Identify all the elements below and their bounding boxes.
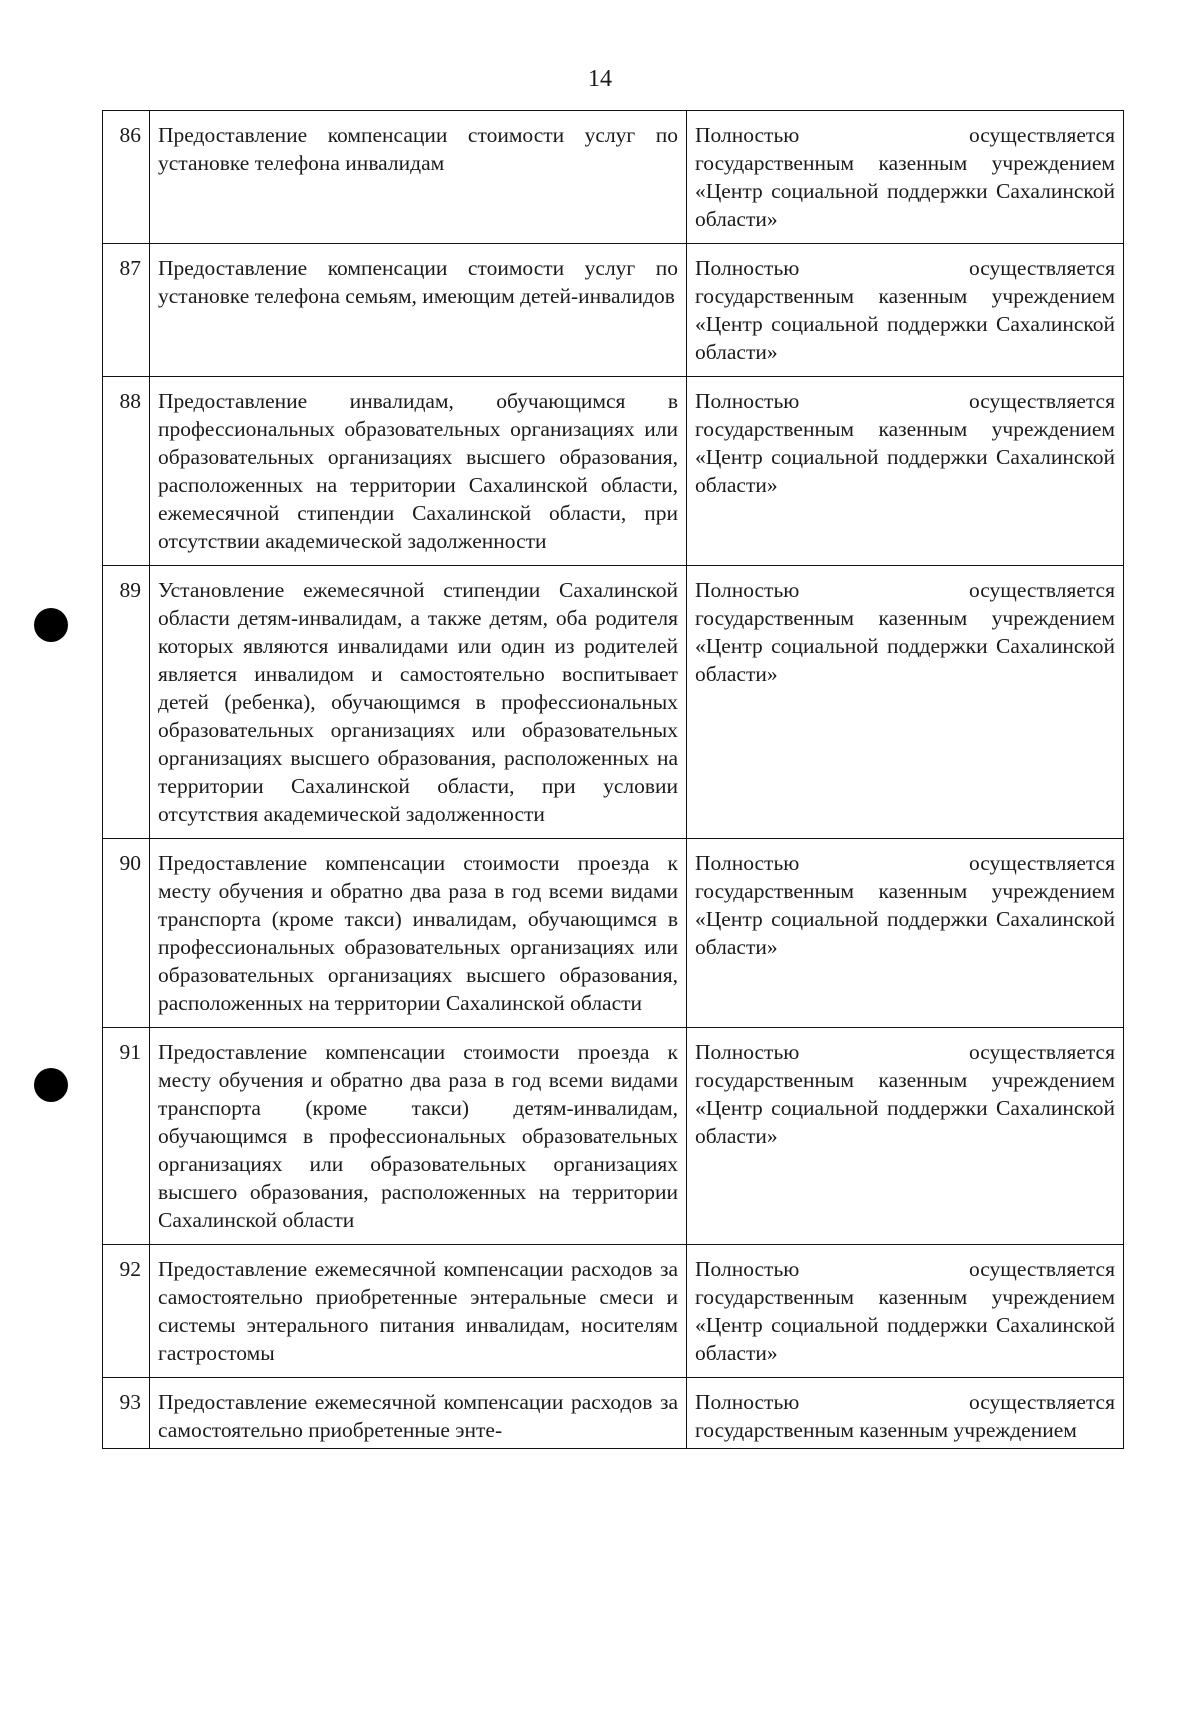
- row-number: 90: [103, 839, 150, 1028]
- row-number: 89: [103, 566, 150, 839]
- table-row: [103, 111, 1124, 244]
- service-description: Предоставление компенсации стоимости проезда к месту обучения и обратно два раза в год всеми видами транспорта (кроме такси) детям-инвалидам, обучающимся в профессиональных образовательных организациях или образовательных организациях высшего образования, расположенных на территории Сахалинской области: [150, 1028, 687, 1245]
- service-description: Предоставление компенсации стоимости услуг по установке телефона семьям, имеющим детей-инвалидов: [150, 244, 687, 377]
- row-number: 87: [103, 244, 150, 377]
- responsible-body: Полностью осуществляется государственным казенным учреждением «Центр социальной поддержки Сахалинской области»: [687, 111, 1124, 244]
- table-row: [103, 839, 1124, 1028]
- service-description: Предоставление инвалидам, обучающимся в профессиональных образовательных организациях или образовательных организациях высшего образования, расположенных на территории Сахалинской области, ежемесячной стипендии Сахалинской области, при отсутствии академической задолженности: [150, 377, 687, 566]
- table-row: [103, 1245, 1124, 1378]
- service-description: Установление ежемесячной стипендии Сахалинской области детям-инвалидам, а также детям, оба родителя которых являются инвалидами или один из родителей является инвалидом и самостоятельно воспитывает детей (ребенка), обучающимся в профессиональных образовательных организациях или образовательных организациях высшего образования, расположенных на территории Сахалинской области, при условии отсутствия академической задолженности: [150, 566, 687, 839]
- service-description: Предоставление ежемесячной компенсации расходов за самостоятельно приобретенные энте-: [150, 1378, 687, 1449]
- punch-hole: [34, 608, 68, 642]
- row-number: 93: [103, 1378, 150, 1449]
- row-number: 86: [103, 111, 150, 244]
- responsible-body: Полностью осуществляется государственным казенным учреждением «Центр социальной поддержки Сахалинской области»: [687, 244, 1124, 377]
- responsible-body: Полностью осуществляется государственным казенным учреждением «Центр социальной поддержки Сахалинской области»: [687, 566, 1124, 839]
- services-table: [102, 110, 1124, 1449]
- responsible-body: Полностью осуществляется государственным казенным учреждением «Центр социальной поддержки Сахалинской области»: [687, 1028, 1124, 1245]
- service-description: Предоставление компенсации стоимости услуг по установке телефона инвалидам: [150, 111, 687, 244]
- punch-hole: [34, 1068, 68, 1102]
- table-row: [103, 566, 1124, 839]
- service-description: Предоставление компенсации стоимости проезда к месту обучения и обратно два раза в год всеми видами транспорта (кроме такси) инвалидам, обучающимся в профессиональных образовательных организациях или образовательных организациях высшего образования, расположенных на территории Сахалинской области: [150, 839, 687, 1028]
- table-row: [103, 1378, 1124, 1449]
- responsible-body: Полностью осуществляется государственным казенным учреждением «Центр социальной поддержки Сахалинской области»: [687, 377, 1124, 566]
- row-number: 88: [103, 377, 150, 566]
- responsible-body: Полностью осуществляется государственным казенным учреждением «Центр социальной поддержки Сахалинской области»: [687, 1245, 1124, 1378]
- table-row: [103, 377, 1124, 566]
- responsible-body: Полностью осуществляется государственным казенным учреждением «Центр социальной поддержки Сахалинской области»: [687, 839, 1124, 1028]
- table-row: [103, 244, 1124, 377]
- table-row: [103, 1028, 1124, 1245]
- page-number: 14: [588, 66, 612, 92]
- service-description: Предоставление ежемесячной компенсации расходов за самостоятельно приобретенные энтеральные смеси и системы энтерального питания инвалидам, носителям гастростомы: [150, 1245, 687, 1378]
- row-number: 91: [103, 1028, 150, 1245]
- row-number: 92: [103, 1245, 150, 1378]
- responsible-body: Полностью осуществляется государственным казенным учреждением: [687, 1378, 1124, 1449]
